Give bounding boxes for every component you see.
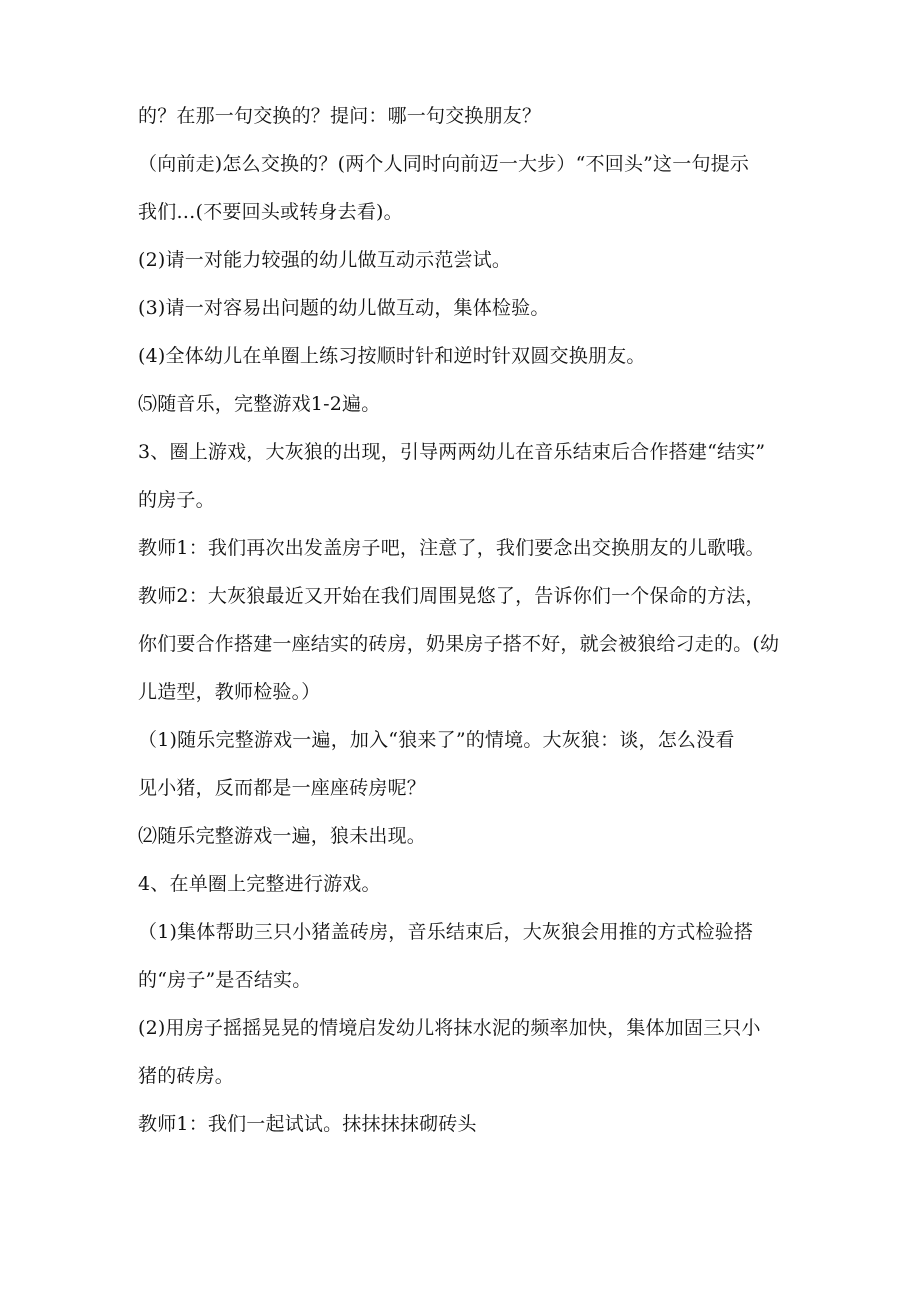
text-line: 我们…(不要回头或转身去看)。 bbox=[138, 201, 403, 223]
document-body bbox=[138, 92, 790, 1148]
text-line: 的房子。 bbox=[138, 489, 215, 511]
text-line: 的？在那一句交换的？提问：哪一句交换朋友？ bbox=[138, 105, 542, 127]
text-line: ⑸随音乐，完整游戏1-2遍。 bbox=[138, 393, 381, 415]
text-line: (4)全体幼儿在单圈上练习按顺时针和逆时针双圆交换朋友。 bbox=[138, 345, 646, 367]
text-line: 你们要合作搭建一座结实的砖房，奶果房子搭不好，就会被狼给刁走的。(幼 bbox=[138, 633, 780, 655]
text-line: （向前走)怎么交换的？(两个人同时向前迈一大步）“不回头”这一句提示 bbox=[138, 153, 750, 175]
text-line: (3)请一对容易出问题的幼儿做互动，集体检验。 bbox=[138, 297, 550, 319]
text-line: 儿造型，教师检验。） bbox=[138, 681, 321, 703]
text-line: 见小猪，反而都是一座座砖房呢？ bbox=[138, 777, 427, 799]
text-line: 教师1：我们一起试试。抹抹抹抹砌砖头 bbox=[138, 1113, 477, 1135]
text-line: （1)随乐完整游戏一遍，加入“狼来了”的情境。大灰狼：谈，怎么没看 bbox=[138, 729, 735, 751]
text-line: (2)用房子摇摇晃晃的情境启发幼儿将抹水泥的频率加快，集体加固三只小 bbox=[138, 1017, 761, 1039]
text-line: 猪的砖房。 bbox=[138, 1065, 235, 1087]
text-line: 的“房子”是否结实。 bbox=[138, 969, 312, 991]
text-line: 教师1：我们再次出发盖房子吧，注意了，我们要念出交换朋友的儿歌哦。 bbox=[138, 537, 765, 559]
text-line: (2)请一对能力较强的幼儿做互动示范尝试。 bbox=[138, 249, 512, 271]
text-line: （1)集体帮助三只小猪盖砖房，音乐结束后，大灰狼会用推的方式检验搭 bbox=[138, 921, 754, 943]
text-line: 4、在单圈上完整进行游戏。 bbox=[138, 873, 381, 895]
text-line: ⑵随乐完整游戏一遍，狼未出现。 bbox=[138, 825, 427, 847]
text-line: 教师2：大灰狼最近又开始在我们周围晃悠了，告诉你们一个保命的方法， bbox=[138, 585, 765, 607]
text-line: 3、圈上游戏，大灰狼的出现，引导两两幼儿在音乐结束后合作搭建“结实” bbox=[138, 441, 766, 463]
